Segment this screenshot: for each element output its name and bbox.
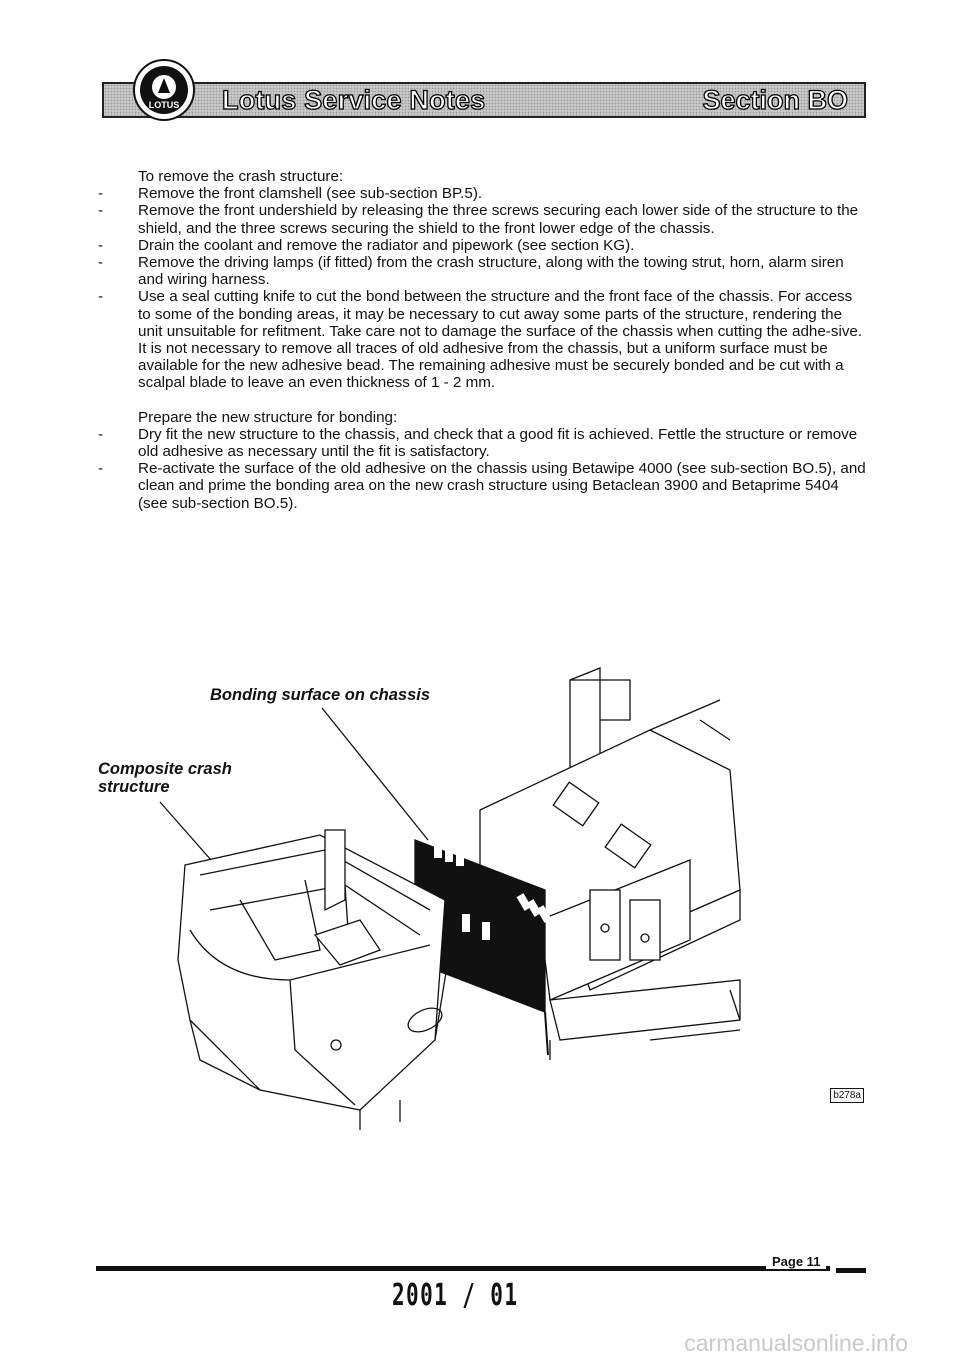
header-section: Section BO bbox=[702, 85, 848, 115]
label-composite-line2: structure bbox=[98, 778, 170, 796]
step-text: Drain the coolant and remove the radiator and pipework (see section KG). bbox=[138, 236, 635, 254]
bullet-dash: - bbox=[98, 425, 104, 443]
step-text: Use a seal cutting knife to cut the bond between the structure and the front face of the chassis. For access to some of the bonding areas, it may be necessary to cut away some parts of the structure, rendering the unit unsuitable for refitment. Take care not to damage the surface of the chassis when cutting the adhe-sive. bbox=[138, 288, 863, 340]
list-item bbox=[98, 254, 868, 288]
step-text: Remove the front undershield by releasing the three screws securing each lower side of the structure to the shield, and the three screws securing the shield to the front lower edge of the chassis. bbox=[138, 202, 859, 237]
svg-text:LOTUS: LOTUS bbox=[148, 100, 180, 110]
bullet-dash: - bbox=[98, 254, 104, 272]
leader-line-composite bbox=[160, 802, 218, 868]
step-text: Re-activate the surface of the old adhesive on the chassis using Betawipe 4000 (see sub-section BO.5), and clean and prime the bonding area on the new crash structure using Betaclean 3900 and Betaprime 5404 (see sub-section BO.5). bbox=[138, 460, 866, 512]
composite-crash-structure-drawing bbox=[178, 830, 448, 1130]
intro-text: To remove the crash structure: bbox=[138, 168, 344, 185]
crash-structure-illustration bbox=[90, 660, 880, 1130]
instructions bbox=[98, 168, 868, 512]
adhesive-note: It is not necessary to remove all traces of old adhesive from the chassis, but a uniform surface must be available for the new adhesive bead. The remaining adhesive must be securely bonded and be cut with a scalpal blade to leave an even thickness of 1 - 2 mm. bbox=[138, 340, 844, 392]
bullet-dash: - bbox=[98, 460, 104, 478]
label-composite-line1: Composite crash bbox=[98, 760, 232, 778]
footer-rule bbox=[96, 1266, 830, 1271]
step-text: Dry fit the new structure to the chassis, and check that a good fit is achieved. Fettle the structure or remove old adhesive as necessary until the fit is satisfactory. bbox=[138, 425, 858, 461]
list-item bbox=[98, 237, 868, 254]
list-item bbox=[98, 185, 868, 202]
label-bonding-surface: Bonding surface on chassis bbox=[210, 686, 431, 704]
bullet-dash: - bbox=[98, 202, 104, 220]
watermark: carmanualsonline.info bbox=[684, 1330, 908, 1356]
step-text: Remove the driving lamps (if fitted) from the crash structure, along with the towing strut, horn, alarm siren and wiring harness. bbox=[138, 254, 844, 289]
footer-rule-end bbox=[836, 1268, 866, 1273]
page-number: Page 11 bbox=[766, 1254, 826, 1269]
bullet-dash: - bbox=[98, 185, 104, 203]
list-item bbox=[98, 426, 868, 460]
header-title: Lotus Service Notes bbox=[222, 85, 486, 115]
list-item bbox=[98, 288, 868, 340]
prepare-heading: Prepare the new structure for bonding: bbox=[138, 408, 398, 426]
leader-line-bonding bbox=[322, 708, 428, 840]
bullet-dash: - bbox=[98, 288, 104, 306]
bullet-dash: - bbox=[98, 236, 104, 254]
list-item bbox=[98, 202, 868, 236]
lotus-logo-icon bbox=[132, 58, 196, 122]
issue-date: 2001 / 01 bbox=[392, 1278, 519, 1313]
figure-reference: b278a bbox=[830, 1088, 864, 1103]
list-item bbox=[98, 460, 868, 512]
step-text: Remove the front clamshell (see sub-section BP.5). bbox=[138, 185, 483, 203]
